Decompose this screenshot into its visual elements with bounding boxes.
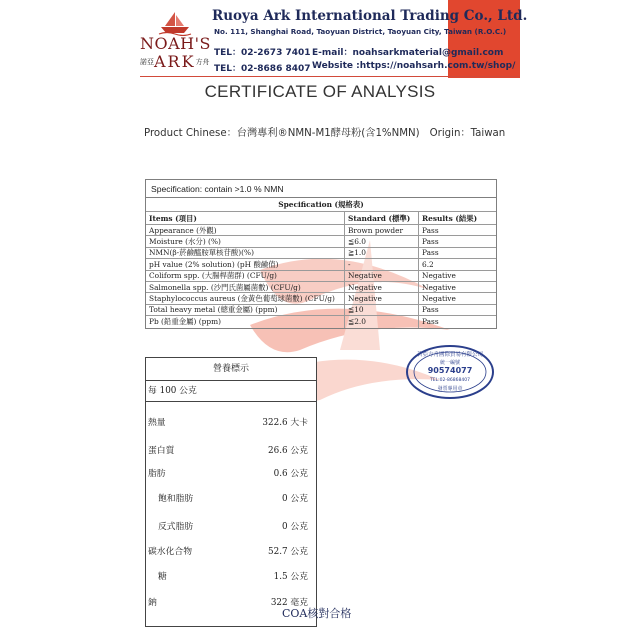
table-row bbox=[146, 225, 496, 236]
column-header-items: Items (項目) bbox=[146, 212, 345, 224]
table-row bbox=[146, 282, 496, 293]
standard-cell: Brown powder bbox=[345, 225, 419, 235]
specification-table bbox=[145, 179, 497, 329]
company-seal-stamp bbox=[405, 344, 495, 400]
nutrition-row bbox=[146, 518, 316, 532]
nutrition-facts-table bbox=[145, 357, 317, 627]
column-header-results: Results (結果) bbox=[422, 213, 478, 223]
nutrient-value: 52.7 公克 bbox=[268, 546, 308, 557]
nutrient-label: 熱量 bbox=[148, 417, 166, 428]
result-cell: Pass bbox=[422, 237, 439, 247]
nutrient-label: 反式脂肪 bbox=[158, 521, 194, 532]
standard-cell: ≦10 bbox=[345, 305, 419, 315]
item-cell: Salmonella spp. (沙門氏菌屬菌數) (CFU/g) bbox=[146, 282, 345, 292]
email-address: E-mail：noahsarkmaterial@gmail.com bbox=[312, 48, 504, 58]
table-row bbox=[146, 316, 496, 327]
standard-cell: ≦6.0 bbox=[345, 236, 419, 246]
result-cell: Negative bbox=[422, 282, 456, 292]
telephone-2: TEL：02-8686 8407 bbox=[214, 64, 311, 74]
coa-verified-caption: COA核對合格 bbox=[282, 607, 352, 620]
nutrient-label: 鈉 bbox=[148, 597, 157, 608]
product-origin: Origin：Taiwan bbox=[429, 128, 506, 139]
header-divider bbox=[140, 76, 520, 77]
nutrient-label: 飽和脂肪 bbox=[158, 493, 194, 504]
standard-cell: Negative bbox=[345, 271, 419, 281]
standard-cell: - bbox=[345, 259, 419, 269]
stamp-text-mid1: 統一編號 bbox=[439, 360, 461, 366]
result-cell: Pass bbox=[422, 248, 439, 258]
nutrient-label: 脂肪 bbox=[148, 468, 166, 479]
nutrition-title: 營養標示 bbox=[146, 358, 316, 381]
standard-cell: Negative bbox=[345, 293, 419, 303]
specification-summary: Specification: contain >1.0 % NMN bbox=[146, 180, 496, 198]
item-cell: Appearance (外觀) bbox=[146, 225, 345, 235]
table-row bbox=[146, 271, 496, 282]
table-row bbox=[146, 259, 496, 270]
item-cell: Total heavy metal (總重金屬) (ppm) bbox=[146, 305, 345, 315]
nutrient-value: 322.6 大卡 bbox=[262, 417, 308, 428]
nutrition-row bbox=[146, 442, 316, 456]
result-cell: Negative bbox=[422, 294, 456, 304]
item-cell: Pb (鉛重金屬) (ppm) bbox=[146, 316, 345, 327]
stamp-text-top: 若亞方舟國際貿易有限公司 bbox=[416, 352, 484, 358]
ship-logo-icon bbox=[157, 10, 193, 36]
telephone-1: TEL：02-2673 7401 bbox=[214, 48, 311, 58]
item-cell: Staphylococcus aureus (金黃色葡萄球菌數) (CFU/g) bbox=[146, 293, 345, 303]
brand-logo-text bbox=[140, 36, 220, 70]
result-cell: Pass bbox=[422, 317, 439, 327]
item-cell: NMN(β-菸鹼醯胺單核苷酸)(%) bbox=[146, 248, 345, 258]
standard-cell: ≦2.0 bbox=[345, 316, 419, 327]
specification-subheader: Specification (規格表) bbox=[146, 198, 496, 212]
standard-cell: Negative bbox=[345, 282, 419, 292]
document-title: CERTIFICATE OF ANALYSIS bbox=[204, 82, 436, 101]
product-line bbox=[144, 124, 505, 139]
logo-cjk-right: 方舟 bbox=[195, 58, 210, 66]
item-cell: Coliform spp. (大腸桿菌群) (CFU/g) bbox=[146, 271, 345, 281]
company-name: Ruoya Ark International Trading Co., Ltd. bbox=[212, 8, 528, 24]
stamp-text-mid2: TEL:02-86868407 bbox=[430, 378, 470, 383]
logo-line2: ARK bbox=[154, 52, 196, 71]
nutrition-row bbox=[146, 543, 316, 557]
nutrient-label: 蛋白質 bbox=[148, 445, 175, 456]
nutrient-value: 26.6 公克 bbox=[268, 445, 308, 456]
nutrient-value: 0 公克 bbox=[282, 521, 308, 532]
nutrition-per-serving: 每 100 公克 bbox=[146, 381, 316, 402]
table-row bbox=[146, 236, 496, 247]
website-url: Website :https://noahsarh.com.tw/shop/ bbox=[312, 61, 516, 71]
nutrition-row bbox=[146, 414, 316, 428]
nutrition-row bbox=[146, 568, 316, 582]
nutrition-row bbox=[146, 490, 316, 504]
result-cell: Pass bbox=[422, 225, 439, 235]
result-cell: Pass bbox=[422, 305, 439, 315]
product-name: Product Chinese：台灣專利®NMN-M1酵母粉(含1%NMN) bbox=[144, 128, 420, 139]
nutrient-value: 322 毫克 bbox=[270, 597, 308, 608]
table-row bbox=[146, 305, 496, 316]
nutrient-value: 0.6 公克 bbox=[273, 468, 308, 479]
table-row bbox=[146, 293, 496, 304]
logo-line1: NOAH'S bbox=[140, 34, 211, 53]
nutrient-value: 0 公克 bbox=[282, 493, 308, 504]
logo-cjk-left: 諾亞 bbox=[140, 58, 154, 66]
nutrient-label: 碳水化合物 bbox=[148, 546, 192, 557]
standard-cell: ≧1.0 bbox=[345, 248, 419, 258]
item-cell: Moisture (水分) (%) bbox=[146, 236, 345, 246]
column-header-standard: Standard (標準) bbox=[345, 212, 419, 224]
item-cell: pH value (2% solution) (pH 酸鹼值) bbox=[146, 259, 345, 269]
stamp-text-bottom: 發票專用章 bbox=[437, 386, 463, 392]
result-cell: Negative bbox=[422, 271, 456, 281]
company-address: No. 111, Shanghai Road, Taoyuan District, Taoyuan City, Taiwan (R.O.C.) bbox=[214, 27, 507, 36]
table-header-row bbox=[146, 212, 496, 225]
stamp-number: 90574077 bbox=[427, 366, 473, 375]
nutrient-value: 1.5 公克 bbox=[273, 571, 308, 582]
nutrient-label: 糖 bbox=[158, 571, 167, 582]
nutrition-row bbox=[146, 465, 316, 479]
result-cell: 6.2 bbox=[422, 259, 434, 269]
table-row bbox=[146, 248, 496, 259]
